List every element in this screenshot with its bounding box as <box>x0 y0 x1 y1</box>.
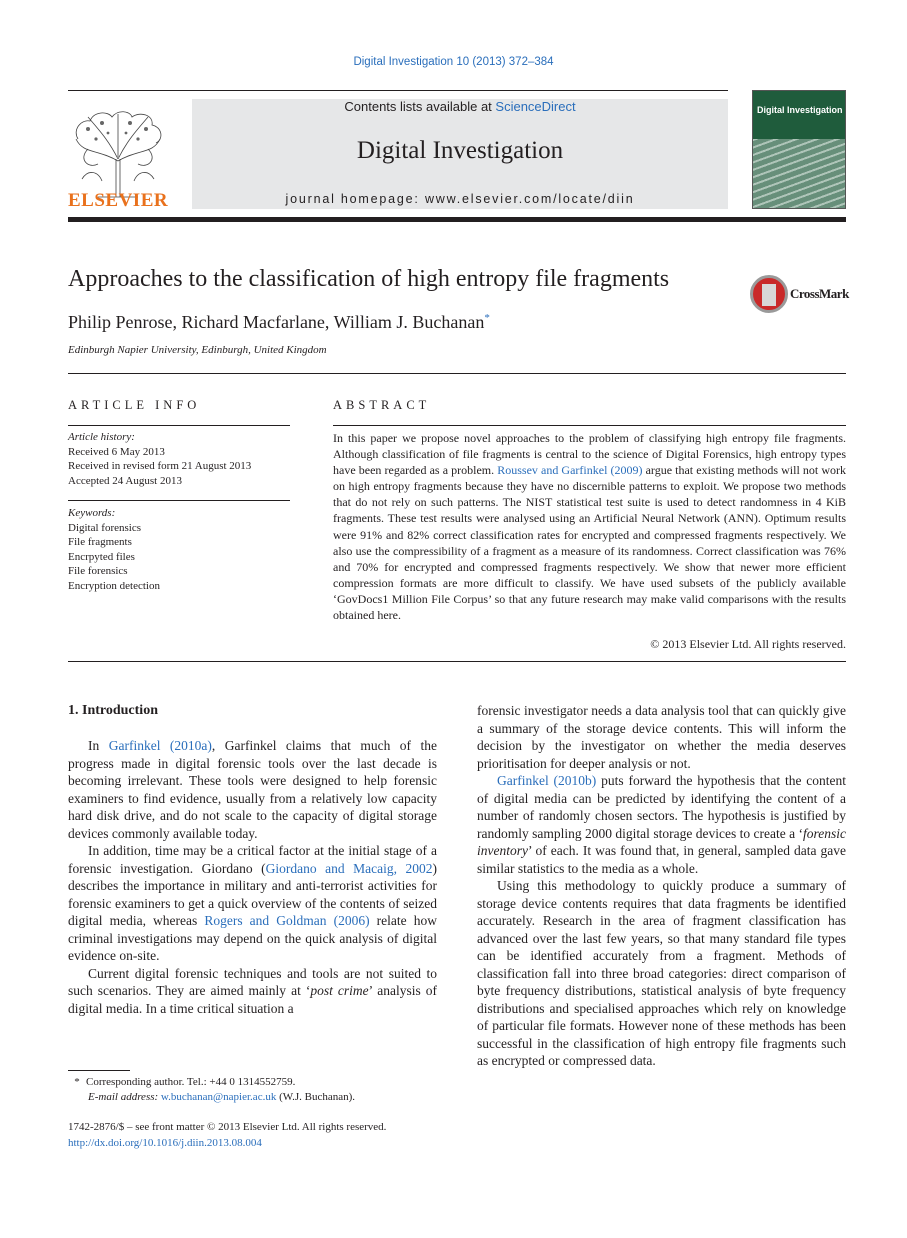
history-revised: Received in revised form 21 August 2013 <box>68 460 252 472</box>
issn-line: 1742-2876/$ – see front matter © 2013 Elsevier Ltd. All rights reserved. <box>68 1121 387 1133</box>
author-list <box>68 312 490 333</box>
contents-prefix: Contents lists available at <box>344 99 496 114</box>
keywords-label: Keywords: <box>68 507 116 519</box>
author-email-link[interactable]: w.buchanan@napier.ac.uk <box>160 1091 277 1103</box>
paragraph: forensic investigator needs a data analysis tool that can quickly give a summary of the storage device contents. This will inform the decision by the investigator on whether the media deserves prioritisation for deeper analysis or not. <box>477 703 846 771</box>
keyword-item: File fragments <box>68 536 132 548</box>
article-info-rule-mid <box>68 500 290 501</box>
abstract-text-1: In this paper we propose novel approaches to the problem of classifying high entropy file fragments. Although classification of file fragments is central to the science of Digital Forensics, high entropy types have been regarded as a problem. <box>333 431 846 478</box>
history-received: Received 6 May 2013 <box>68 445 165 458</box>
paper-title: Approaches to the classification of high entropy file fragments <box>68 266 670 292</box>
paragraph: In Garfinkel (2010a), Garfinkel claims that much of the progress made in digital forensic tools over the last decade is becoming irrelevant. These tools were designed to help forensic examiners to find evidence, usually from a relatively low capacity hard disk drive, and do not scale to the capacity of digital storage devices commonly available today. <box>68 738 437 841</box>
abstract-copyright: © 2013 Elsevier Ltd. All rights reserved. <box>650 637 846 651</box>
abstract-text-2: argue that existing methods will not work on high entropy fragments because they have no discernible patterns to exploit. We propose two methods that do not rely on such patterns. The NIST statistical test suite is used to detect randomness in 4 KiB fragments. These test results were analysed using an Artificial Neural Network (ANN). Optimum results were 91% and 82% correct classification rates for encrypted and compressed fragments respectively. We also use the compressibility of a fragment as a measure of its randomness. Correct classification was 76% and 70% for encrypted and compressed fragments respectively. We show that newer more efficient compression formats are more difficult to classify. We have used subsets of the publicly available ‘GovDocs1 Million File Corpus’ so that any future research may make valid comparisons with the results obtained here. <box>333 463 846 623</box>
paragraph: Garfinkel (2010b) puts forward the hypothesis that the content of digital media can be predicted by identifying the content of a number of randomly chosen sectors. The hypothesis is justified by randomly sampling 2000 digital storage devices to create a ‘forensic inventory’ of each. It was found that, in general, sampled data gave similar statistics to the media as a whole. <box>477 773 846 876</box>
authors-text: Philip Penrose, Richard Macfarlane, William J. Buchanan <box>68 312 485 332</box>
footnote-corresponding <box>68 1075 295 1090</box>
section-heading-introduction: 1. Introduction <box>68 703 158 718</box>
history-label: Article history: <box>68 431 135 443</box>
footnote-rule <box>68 1070 130 1071</box>
citation-garfinkel-2010b[interactable]: Garfinkel (2010b) <box>497 773 597 788</box>
article-info-rule-top <box>68 425 290 426</box>
abstract-body <box>333 430 846 623</box>
elsevier-wordmark: ELSEVIER <box>68 190 169 211</box>
abstract-rule-bottom <box>68 661 846 662</box>
citation-garfinkel-2010a[interactable]: Garfinkel (2010a) <box>108 738 212 753</box>
history-accepted: Accepted 24 August 2013 <box>68 474 182 487</box>
crossmark-icon[interactable] <box>750 275 788 313</box>
front-matter <box>68 1119 386 1151</box>
journal-title: Digital Investigation <box>356 137 564 164</box>
journal-cover-image <box>752 90 846 209</box>
citation-roussev-garfinkel-2009[interactable]: Roussev and Garfinkel (2009) <box>497 463 643 478</box>
header-bottom-rule <box>68 217 846 222</box>
corresponding-author-mark[interactable]: * <box>484 312 490 324</box>
keyword-list <box>68 506 290 593</box>
keyword-item: Encryption detection <box>68 579 160 592</box>
keyword-item: Encrpyted files <box>68 550 135 563</box>
body-right-column <box>477 702 846 1070</box>
article-history <box>68 430 290 488</box>
body-left-column <box>68 737 437 1017</box>
email-suffix: (W.J. Buchanan). <box>276 1091 356 1103</box>
abstract-heading: ABSTRACT <box>333 398 431 412</box>
keyword-item: File forensics <box>68 565 128 577</box>
title-block-rule <box>68 373 846 374</box>
doi-link[interactable]: http://dx.doi.org/10.1016/j.diin.2013.08.004 <box>68 1137 262 1149</box>
journal-reference-link[interactable]: Digital Investigation 10 (2013) 372–384 <box>353 56 554 68</box>
paragraph: Current digital forensic techniques and tools are not suited to such scenarios. They are aimed mainly at ‘post crime’ analysis of digital media. In a time critical situation a <box>68 965 437 1016</box>
abstract-rule-top <box>333 425 846 426</box>
footnote-corresponding-text: Corresponding author. Tel.: +44 0 1314552759. <box>86 1076 296 1088</box>
citation-giordano-macaig-2002[interactable]: Giordano and Macaig, 2002 <box>265 860 433 876</box>
cover-title: Digital Investigation <box>757 105 843 115</box>
footnote-email <box>88 1090 355 1105</box>
sciencedirect-link[interactable]: ScienceDirect <box>495 99 576 114</box>
article-info-heading: ARTICLE INFO <box>68 398 201 412</box>
keyword-item: Digital forensics <box>68 521 142 534</box>
journal-homepage[interactable]: journal homepage: www.elsevier.com/locate/diin <box>285 192 635 206</box>
affiliation: Edinburgh Napier University, Edinburgh, United Kingdom <box>68 344 327 356</box>
email-label: E-mail address: <box>88 1091 159 1103</box>
contents-availability <box>192 99 728 114</box>
paragraph: Using this methodology to quickly produce a summary of storage device contents requires that data fragments be identified accurately. Research in the area of fragment classification has advanced over the last few years, so that many standard file types can be identified accurately from a fragment. Methods of classification fall into three broad categories: direct comparison of byte frequency distributions, statistical analysis of byte frequency distributions and specialised approaches which rely on knowledge of particular file formats. However none of these methods has been successful in the classification of high entropy file fragments such as encrypted or compressed data. <box>477 878 846 1068</box>
header-top-rule <box>68 90 728 91</box>
cover-artwork <box>753 139 845 209</box>
footnote-mark: * <box>74 1076 80 1088</box>
citation-rogers-goldman-2006[interactable]: Rogers and Goldman (2006) <box>204 913 370 928</box>
paragraph: In addition, time may be a critical factor at the initial stage of a forensic investigation. Giordano (Giordano and Macaig, 2002) describes the importance in military and anti-terrorist activities for forensic examiners to get a quick overview of the contents of seized digital media, whereas Rogers and Goldman (2006) relate how criminal investigations may depend on the quick analysis of digital evidence on-site. <box>68 843 437 963</box>
crossmark-label[interactable]: CrossMark <box>790 286 849 301</box>
